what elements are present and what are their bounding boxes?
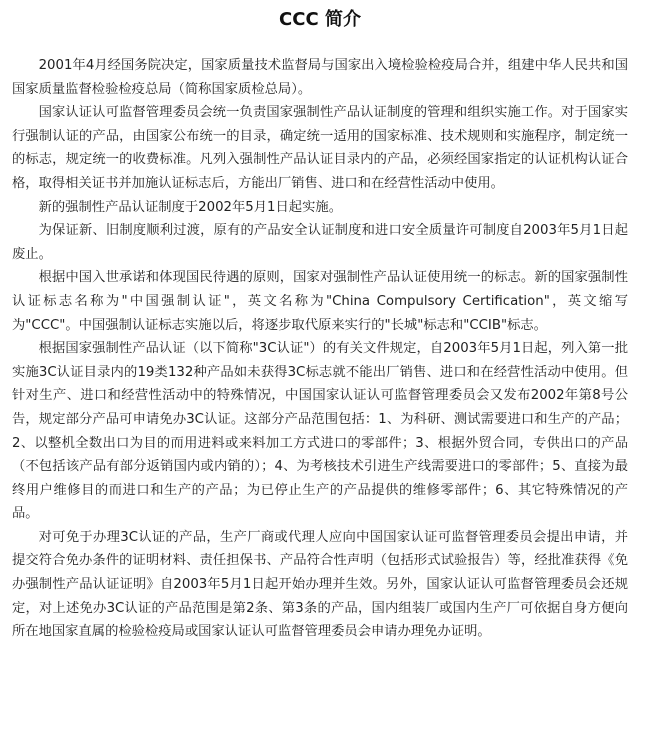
paragraph-application: 对可免于办理3C认证的产品，生产厂商或代理人应向中国国家认证可监督管理委员会提出申请，并提交符合免办条件的证明材料、责任担保书、产品符合性声明（包括形式试验报告）等，经批准获得《免办强制性产品认证证明》自2003年5月1日起开始办理并生效。另外，国家认证认可监督管理委员会还规定，对上述免办3C认证的产品范围是第2条、第3条的产品，国内组装厂或国内生产厂可依据自身方便向所在地国家直属的检验检疫局或国家认证认可监督管理委员会申请办理免办证明。 [12, 529, 628, 640]
paragraph-cnca-role: 国家认证认可监督管理委员会统一负责国家强制性产品认证制度的管理和组织实施工作。对于国家实行强制认证的产品，由国家公布统一的目录，确定统一适用的国家标准、技术规则和实施程序，制定统一的标志，规定统一的收费标准。凡列入强制性产品认证目录内的产品，必须经国家指定的认证机构认证合格，取得相关证书并加施认证标志后，方能出厂销售、进口和在经营性活动中使用。 [12, 105, 628, 191]
paragraph-transition: 为保证新、旧制度顺利过渡，原有的产品安全认证制度和进口安全质量许可制度自2003年5月1日起废止。 [12, 223, 628, 262]
page-title: CCC 简介 [279, 9, 361, 30]
paragraph-start-date: 新的强制性产品认证制度于2002年5月1日起实施。 [38, 199, 342, 215]
paragraph-mark: 根据中国入世承诺和体现国民待遇的原则，国家对强制性产品认证使用统一的标志。新的国家强制性认证标志名称为"中国强制认证"，英文名称为"China Compulsory Certification"，英文缩写为"CCC"。中国强制认证标志实施以后，将逐步取代原来实行的"长城"标志和"CCIB"标志。 [12, 270, 628, 333]
paragraph-exemptions: 根据国家强制性产品认证（以下简称"3C认证"）的有关文件规定，自2003年5月1日起，列入第一批实施3C认证目录内的19类132种产品如未获得3C标志就不能出厂销售、进口和在经营性活动中使用。但针对生产、进口和经营性活动中的特殊情况，中国国家认证认可监督管理委员会又发布2002年第8号公告，规定部分产品可申请免办3C认证。这部分产品范围包括：1、为科研、测试需要进口和生产的产品；2、以整机全数出口为目的而用进料或来料加工方式进口的零部件；3、根据外贸合同，专供出口的产品（不包括该产品有部分返销国内或内销的）；4、为考核技术引进生产线需要进口的零部件；5、直接为最终用户维修目的而进口和生产的产品；为已停止生产的产品提供的维修零部件；6、其它特殊情况的产品。 [12, 341, 628, 522]
paragraph-merger: 2001年4月经国务院决定，国家质量技术监督局与国家出入境检验检疫局合并，组建中华人民共和国国家质量监督检验检疫总局（简称国家质检总局）。 [12, 58, 628, 97]
